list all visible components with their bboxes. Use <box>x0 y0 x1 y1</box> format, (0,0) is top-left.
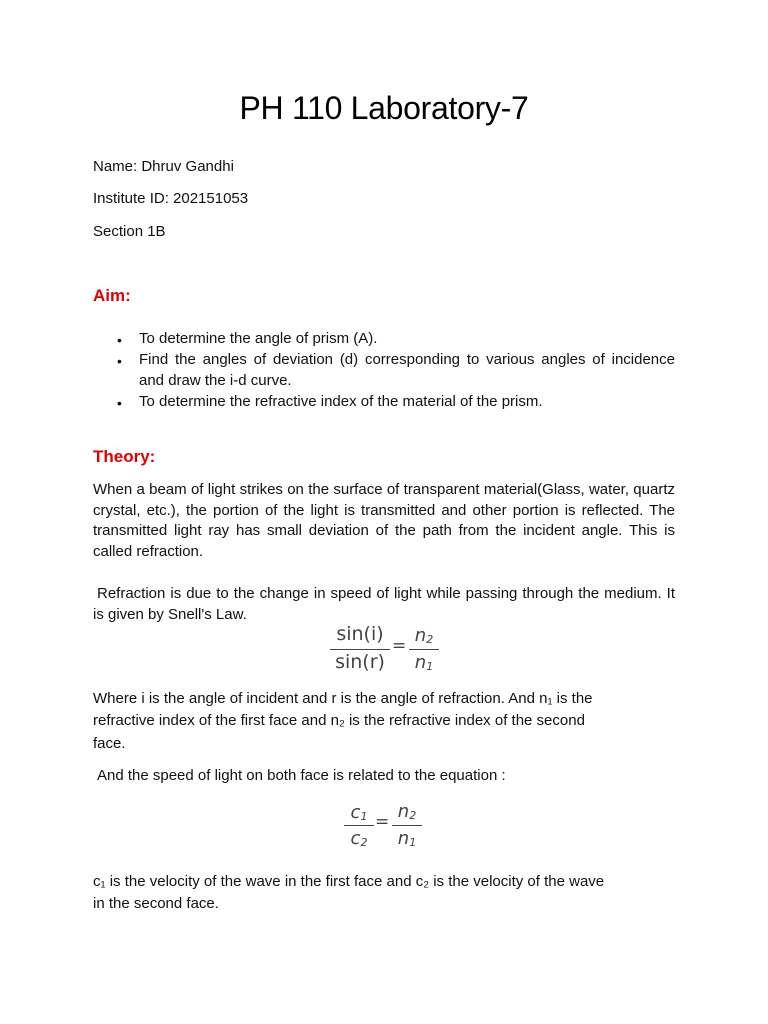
velocity-ratio-formula <box>344 798 424 856</box>
fraction-bar <box>344 825 374 826</box>
formula-numerator-left: $c_1$ <box>350 802 368 823</box>
theory-paragraph-5-line-2: in the second face. <box>93 895 219 912</box>
aim-heading: Aim: <box>93 286 131 305</box>
page-title: PH 110 Laboratory-7 <box>239 90 529 126</box>
aim-item-3: To determine the refractive index of the material of the prism. <box>139 393 543 410</box>
snells-law-formula <box>330 622 445 680</box>
formula-denominator-right: $n_1$ <box>414 652 434 673</box>
theory-paragraph-1: When a beam of light strikes on the surface of transparent material(Glass, water, quartz crystal, etc.), the portion of the light is transmitted and other portion is reflected. The transmitted light ray has small deviation of the path from the incident angle. This is called refraction. <box>93 481 675 561</box>
fraction-bar <box>392 825 422 826</box>
institute-id: Institute ID: 202151053 <box>93 190 249 207</box>
formula-numerator-right: $n_2$ <box>397 801 417 822</box>
equals-sign: = <box>392 636 407 656</box>
section-label: Section 1B <box>93 223 166 240</box>
theory-paragraph-2: Refraction is due to the change in speed of light while passing through the medium. It is given by Snell's Law. <box>93 585 675 623</box>
theory-paragraph-3-line-3: face. <box>93 735 126 752</box>
theory-paragraph-5-line-1: c₁ is the velocity of the wave in the first face and c₂ is the velocity of the wave <box>93 873 605 890</box>
formula-numerator-right: $n_2$ <box>414 625 434 646</box>
theory-paragraph-3-line-1: Where i is the angle of incident and r is the angle of refraction. And n₁ is the <box>93 690 593 707</box>
theory-paragraph-4: And the speed of light on both face is related to the equation : <box>97 767 506 784</box>
formula-denominator-left: sin(r) <box>335 651 385 673</box>
aim-item-1: To determine the angle of prism (A). <box>139 330 378 347</box>
aim-item-2: Find the angles of deviation (d) corresponding to various angles of incidence and draw the i-d curve. <box>139 351 675 389</box>
theory-heading: Theory: <box>93 447 156 466</box>
student-name: Name: Dhruv Gandhi <box>93 158 234 175</box>
formula-denominator-right: $n_1$ <box>397 828 417 849</box>
fraction-bar <box>409 649 439 650</box>
formula-numerator-left: sin(i) <box>336 623 384 645</box>
bullet-marker: • <box>117 395 122 411</box>
bullet-marker: • <box>117 353 122 369</box>
bullet-marker: • <box>117 332 122 348</box>
theory-paragraph-3-line-2: refractive index of the first face and n₂ is the refractive index of the second <box>93 712 585 729</box>
formula-denominator-left: $c_2$ <box>350 828 368 849</box>
equals-sign: = <box>375 812 390 832</box>
